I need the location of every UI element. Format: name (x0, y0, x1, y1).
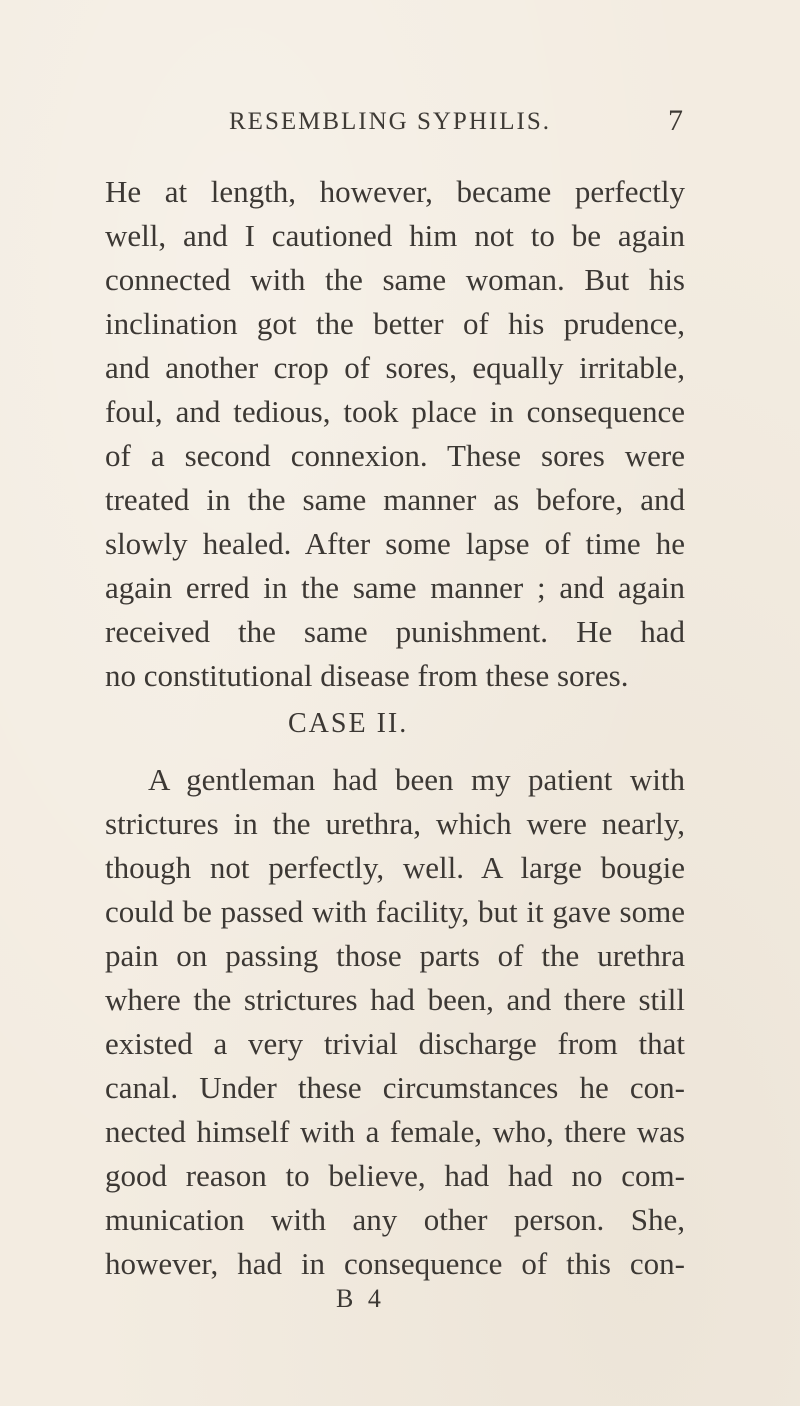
text-line: good reason to believe, had had no com- (105, 1158, 685, 1193)
text-line: existed a very trivial discharge from that (105, 1026, 685, 1061)
text-line: received the same punishment. He had (105, 614, 685, 649)
page-number: 7 (668, 104, 683, 137)
text-line: strictures in the urethra, which were nearly, (105, 806, 685, 841)
case-heading: CASE II. (288, 708, 409, 739)
text-line: no constitutional disease from these sores. (105, 658, 629, 693)
text-line: though not perfectly, well. A large bougie (105, 850, 685, 885)
text-line: canal. Under these circumstances he con- (105, 1070, 685, 1105)
text-line: and another crop of sores, equally irritable, (105, 350, 685, 385)
text-line: inclination got the better of his prudence, (105, 306, 685, 341)
text-line: nected himself with a female, who, there was (105, 1114, 685, 1149)
running-title: RESEMBLING SYPHILIS. (229, 108, 551, 135)
text-line: foul, and tedious, took place in consequence (105, 394, 685, 429)
text-line: however, had in consequence of this con- (105, 1246, 685, 1281)
text-line: pain on passing those parts of the urethra (105, 938, 685, 973)
text-line: of a second connexion. These sores were (105, 438, 685, 473)
text-line: slowly healed. After some lapse of time he (105, 526, 685, 561)
text-line: A gentleman had been my patient with (148, 762, 685, 797)
text-line: could be passed with facility, but it gave some (105, 894, 685, 929)
signature-mark: B 4 (336, 1284, 385, 1313)
text-line: munication with any other person. She, (105, 1202, 685, 1237)
text-line: where the strictures had been, and there still (105, 982, 685, 1017)
text-line: He at length, however, became perfectly (105, 174, 685, 209)
text-line: treated in the same manner as before, and (105, 482, 685, 517)
running-head (0, 104, 800, 148)
text-line: connected with the same woman. But his (105, 262, 685, 297)
text-line: well, and I cautioned him not to be again (105, 218, 685, 253)
text-line: again erred in the same manner ; and again (105, 570, 685, 605)
